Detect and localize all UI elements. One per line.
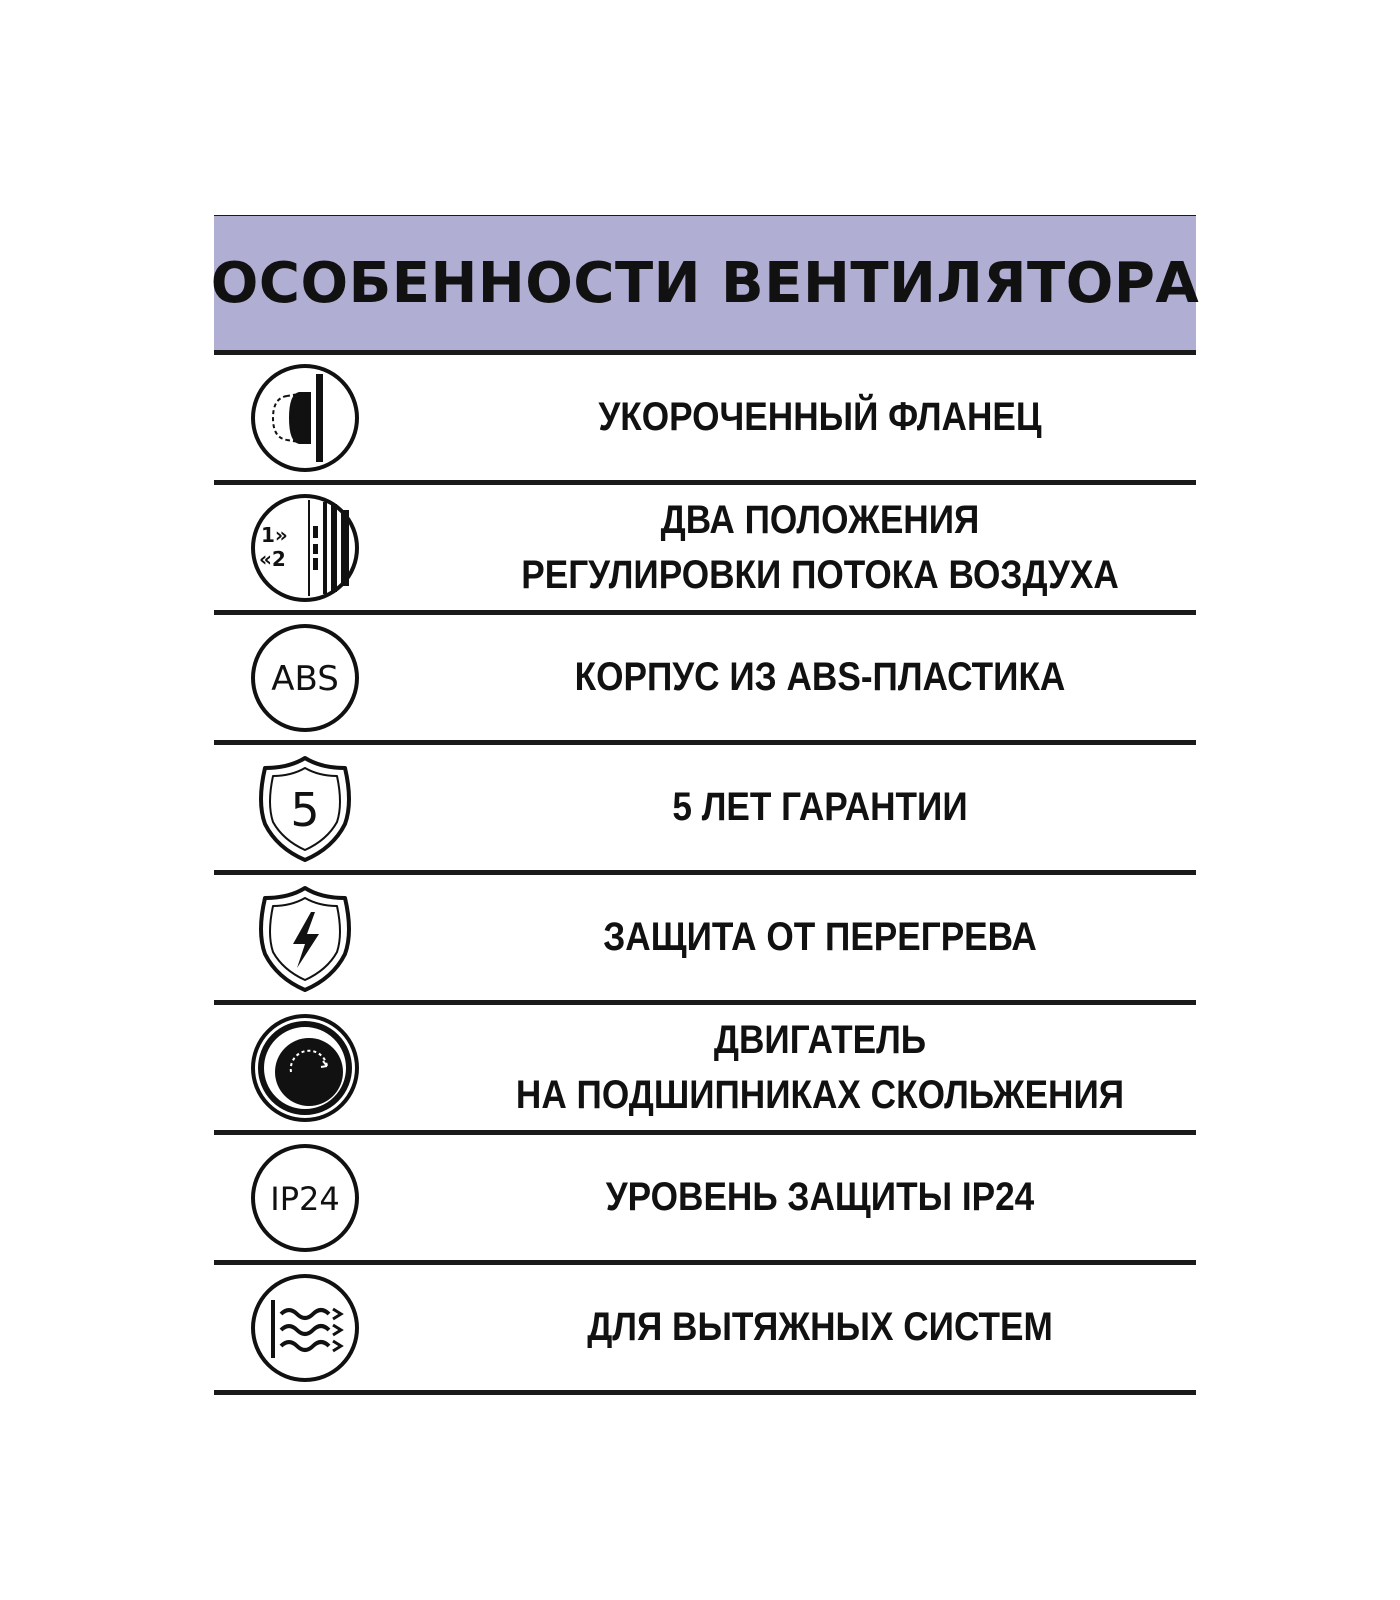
feature-label: 5 ЛЕТ ГАРАНТИИ	[672, 785, 968, 829]
abs-icon	[249, 622, 361, 734]
feature-row	[214, 1005, 1196, 1135]
feature-row	[214, 745, 1196, 875]
airflow-positions-icon	[249, 492, 361, 604]
feature-row	[214, 355, 1196, 485]
abs-icon-text: ABS	[271, 658, 339, 699]
motor-bearing-icon	[249, 1012, 361, 1124]
ip24-icon	[249, 1142, 361, 1254]
warranty-years-text: 5	[290, 782, 320, 837]
feature-row	[214, 875, 1196, 1005]
warranty-shield-icon	[249, 752, 361, 864]
lightning-shield-icon	[249, 882, 361, 994]
features-card	[210, 215, 1200, 1395]
feature-label: КОРПУС ИЗ ABS-ПЛАСТИКА	[574, 655, 1066, 699]
feature-label: ЗАЩИТА ОТ ПЕРЕГРЕВА	[603, 915, 1037, 959]
feature-row	[214, 615, 1196, 745]
short-flange-icon	[249, 362, 361, 474]
feature-row	[214, 1265, 1196, 1395]
feature-label: ДВА ПОЛОЖЕНИЯ РЕГУЛИРОВКИ ПОТОКА ВОЗДУХА	[521, 497, 1119, 597]
feature-label: УРОВЕНЬ ЗАЩИТЫ IP24	[605, 1175, 1035, 1219]
ip24-icon-text: IP24	[270, 1179, 340, 1218]
header-banner	[210, 215, 1200, 355]
feature-label: ДВИГАТЕЛЬ НА ПОДШИПНИКАХ СКОЛЬЖЕНИЯ	[515, 1017, 1125, 1117]
position-one-text: 1»	[261, 522, 288, 547]
position-two-text: «2	[259, 546, 286, 571]
feature-row	[214, 1135, 1196, 1265]
feature-row	[214, 485, 1196, 615]
exhaust-airflow-icon	[249, 1272, 361, 1384]
feature-label: ДЛЯ ВЫТЯЖНЫХ СИСТЕМ	[587, 1305, 1053, 1349]
page-title: ОСОБЕННОСТИ ВЕНТИЛЯТОРА	[210, 250, 1200, 316]
feature-label: УКОРОЧЕННЫЙ ФЛАНЕЦ	[598, 395, 1042, 439]
